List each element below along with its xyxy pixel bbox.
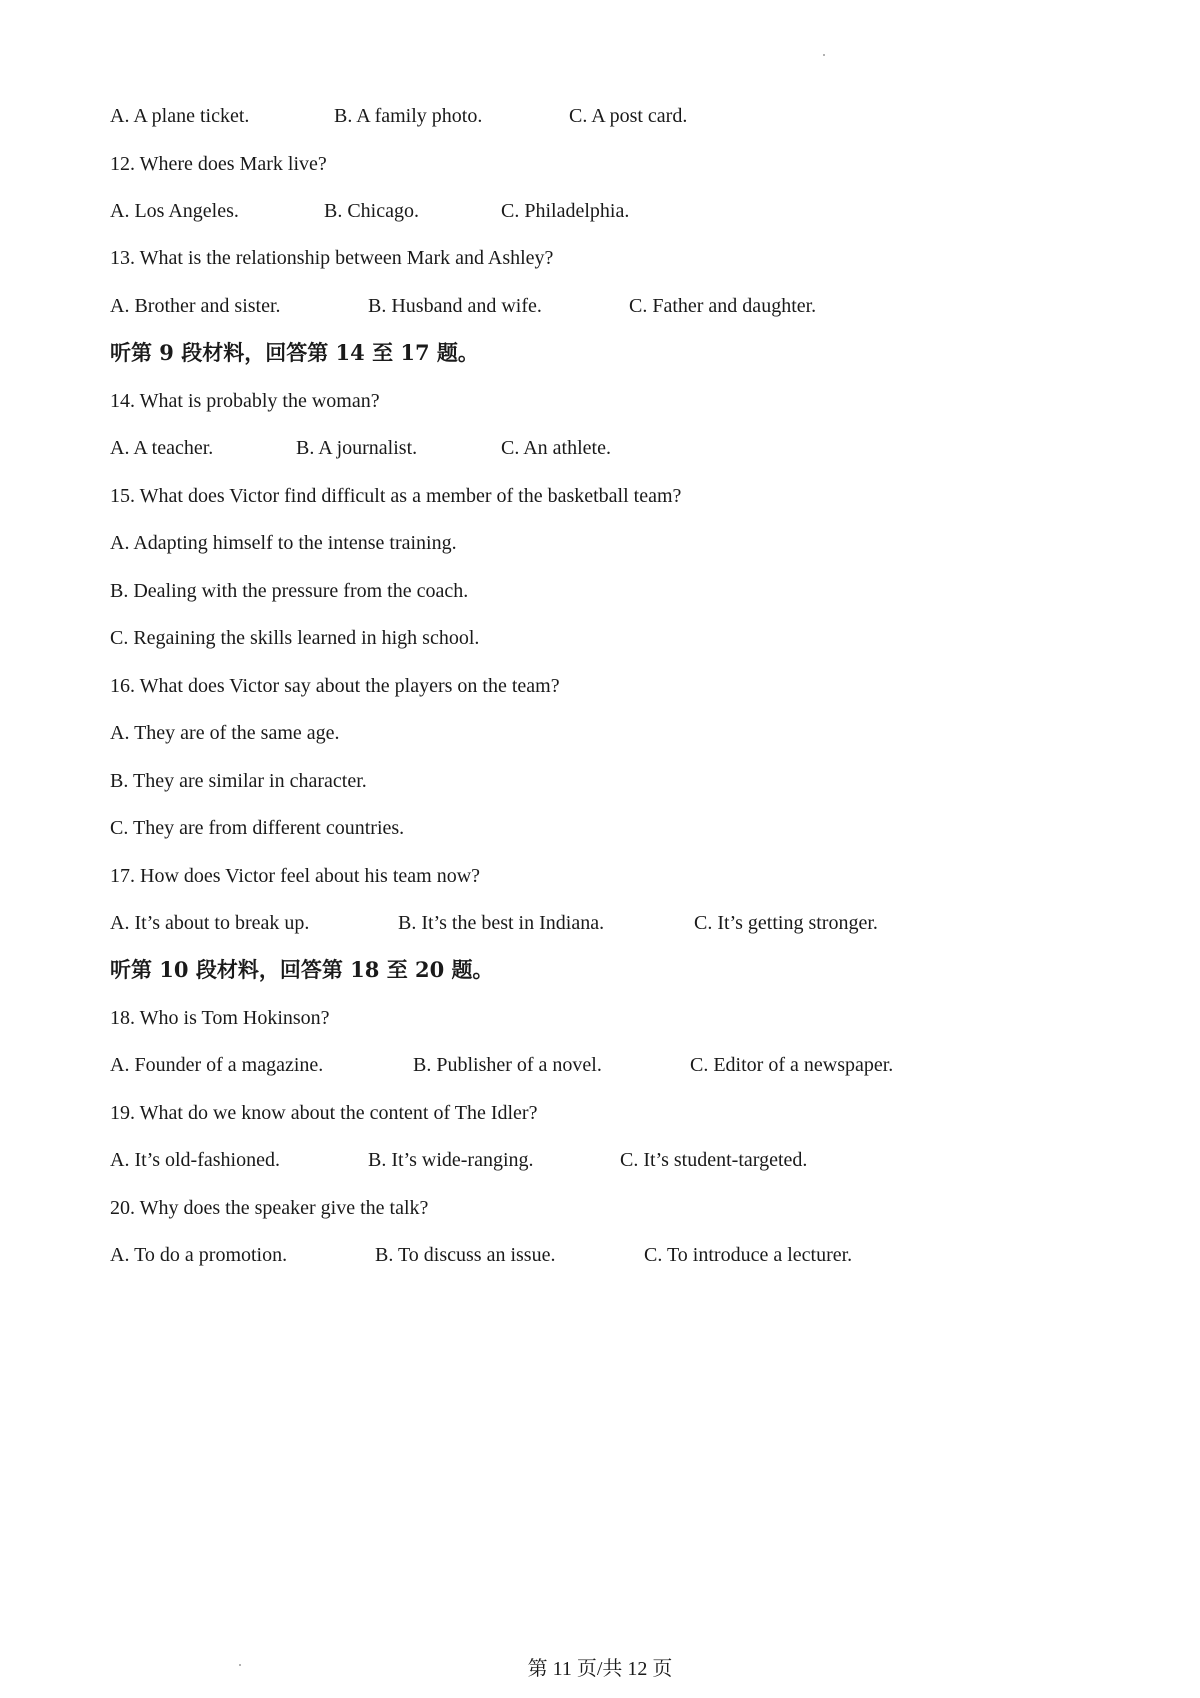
q20-option-c: C. To introduce a lecturer. — [644, 1244, 853, 1266]
q19-option-c: C. It’s student-targeted. — [620, 1149, 808, 1171]
q15-option-b: B. Dealing with the pressure from the coach. — [110, 580, 469, 602]
q11-option-b: B. A family photo. — [334, 105, 483, 127]
q14-option-a: A. A teacher. — [110, 437, 214, 459]
q17-option-c: C. It’s getting stronger. — [694, 912, 878, 934]
q15-option-a: A. Adapting himself to the intense training. — [110, 532, 457, 554]
page-number-footer: 第 11 页/共 12 页 — [527, 1658, 673, 1680]
q18-question: 18. Who is Tom Hokinson? — [110, 1007, 330, 1029]
q17-question: 17. How does Victor feel about his team now? — [110, 865, 481, 887]
q11-option-a: A. A plane ticket. — [110, 105, 250, 127]
q12-option-a: A. Los Angeles. — [110, 200, 239, 222]
q12-question: 12. Where does Mark live? — [110, 153, 327, 175]
section-9-heading: 听第 9 段材料，回答第 14 至 17 题。 — [110, 340, 479, 365]
q18-option-b: B. Publisher of a novel. — [413, 1054, 602, 1076]
q16-question: 16. What does Victor say about the players on the team? — [110, 675, 560, 697]
q11-option-c: C. A post card. — [569, 105, 688, 127]
q12-option-c: C. Philadelphia. — [501, 200, 630, 222]
q13-question: 13. What is the relationship between Mark and Ashley? — [110, 247, 554, 269]
q20-question: 20. Why does the speaker give the talk? — [110, 1197, 429, 1219]
q16-option-b: B. They are similar in character. — [110, 770, 367, 792]
scan-speck — [823, 54, 825, 56]
q17-option-b: B. It’s the best in Indiana. — [398, 912, 605, 934]
q19-option-a: A. It’s old-fashioned. — [110, 1149, 280, 1171]
q12-option-b: B. Chicago. — [324, 200, 419, 222]
q18-option-c: C. Editor of a newspaper. — [690, 1054, 894, 1076]
q20-option-a: A. To do a promotion. — [110, 1244, 288, 1266]
q13-option-c: C. Father and daughter. — [629, 295, 817, 317]
q15-option-c: C. Regaining the skills learned in high school. — [110, 627, 480, 649]
q13-option-b: B. Husband and wife. — [368, 295, 542, 317]
q16-option-c: C. They are from different countries. — [110, 817, 405, 839]
q14-option-b: B. A journalist. — [296, 437, 418, 459]
q19-option-b: B. It’s wide-ranging. — [368, 1149, 534, 1171]
q15-question: 15. What does Victor find difficult as a member of the basketball team? — [110, 485, 682, 507]
q14-question: 14. What is probably the woman? — [110, 390, 380, 412]
q17-option-a: A. It’s about to break up. — [110, 912, 310, 934]
q20-option-b: B. To discuss an issue. — [375, 1244, 556, 1266]
section-10-heading: 听第 10 段材料，回答第 18 至 20 题。 — [110, 957, 494, 982]
q13-option-a: A. Brother and sister. — [110, 295, 281, 317]
q14-option-c: C. An athlete. — [501, 437, 611, 459]
q16-option-a: A. They are of the same age. — [110, 722, 340, 744]
q18-option-a: A. Founder of a magazine. — [110, 1054, 324, 1076]
q19-question: 19. What do we know about the content of The Idler? — [110, 1102, 538, 1124]
